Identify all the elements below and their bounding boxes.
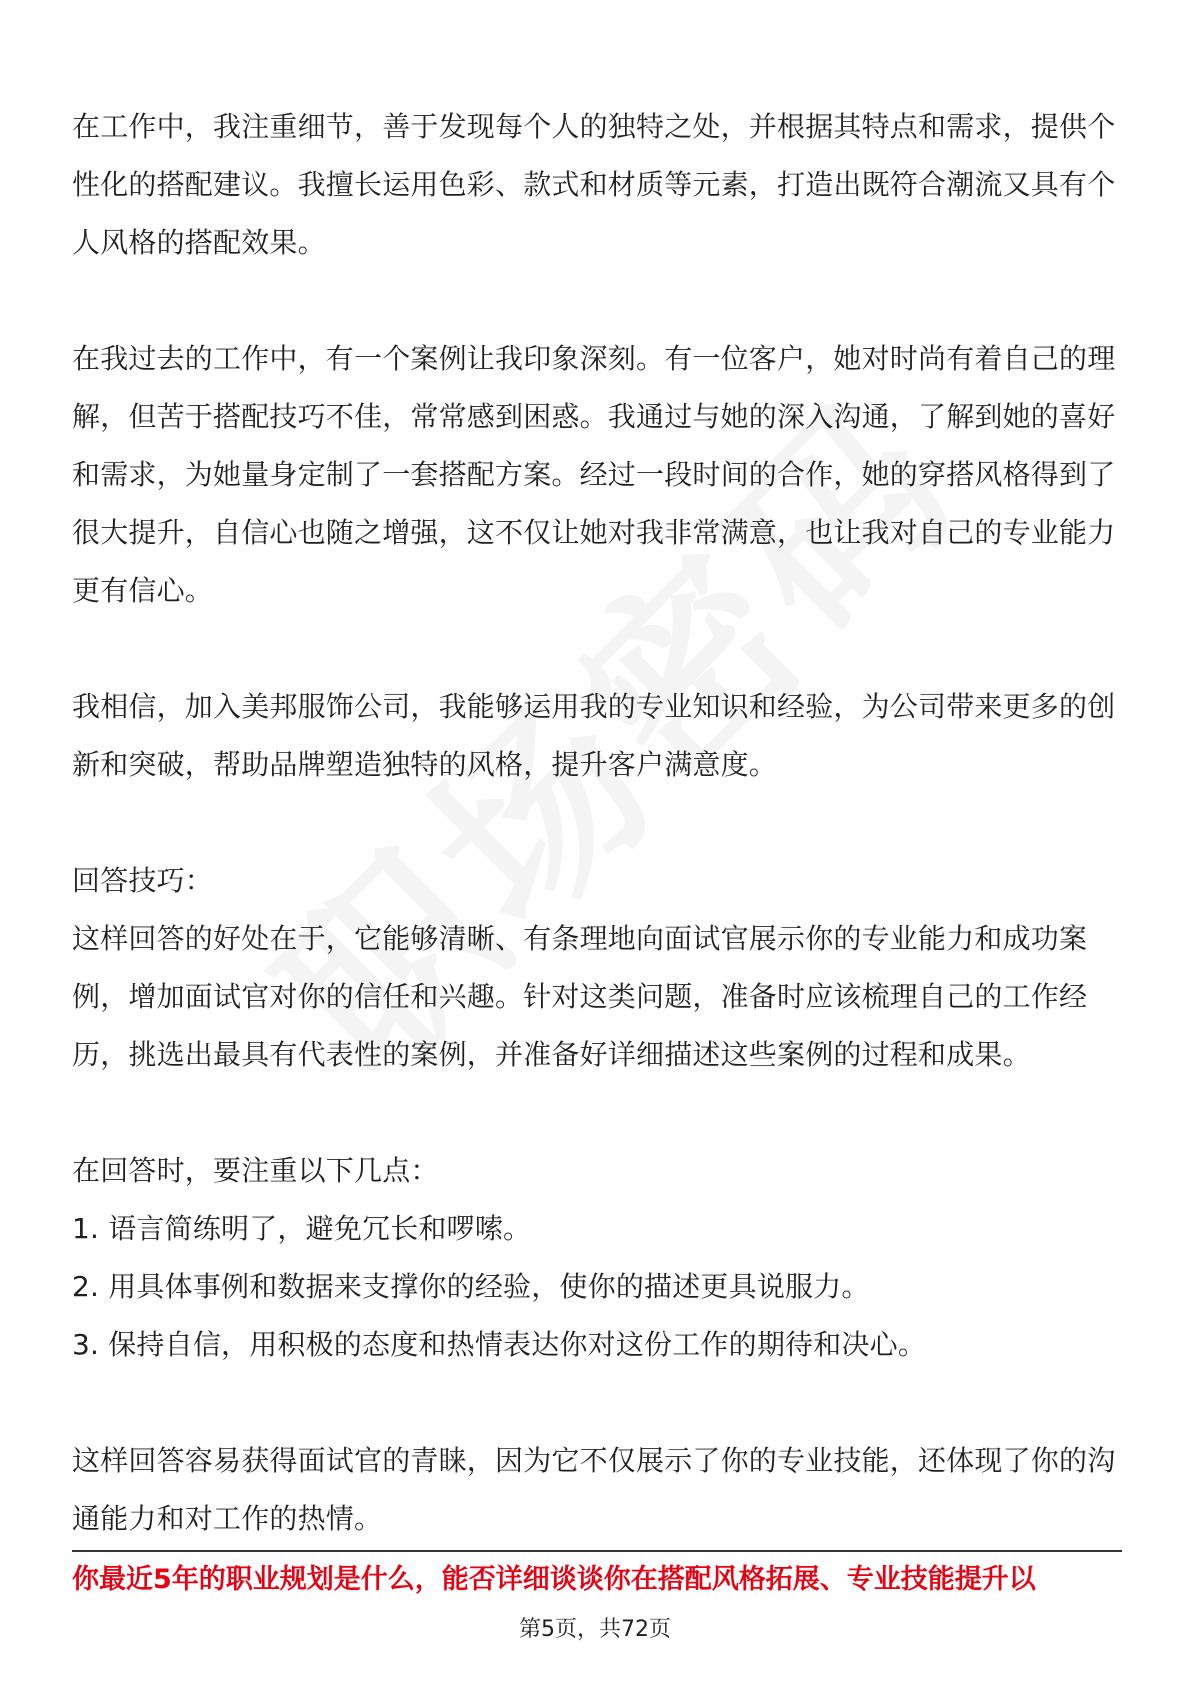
paragraph-2: 在我过去的工作中，有一个案例让我印象深刻。有一位客户，她对时尚有着自己的理解，但苦于搭配技巧不佳，常常感到困惑。我通过与她的深入沟通，了解到她的喜好和需求，为她量身定制了一套搭配方案。经过一段时间的合作，她的穿搭风格得到了很大提升，自信心也随之增强，这不仅让她对我非常满意，也让我对自己的专业能力更有信心。	[72, 342, 1116, 607]
tips-body: 这样回答的好处在于，它能够清晰、有条理地向面试官展示你的专业能力和成功案例，增加面试官对你的信任和兴趣。针对这类问题，准备时应该梳理自己的工作经历，挑选出最具有代表性的案例，并准备好详细描述这些案例的过程和成果。	[72, 922, 1088, 1071]
paragraph-3: 我相信，加入美邦服饰公司，我能够运用我的专业知识和经验，为公司带来更多的创新和突破，帮助品牌塑造独特的风格，提升客户满意度。	[72, 690, 1116, 781]
point-item-3: 3. 保持自信，用积极的态度和热情表达你对这份工作的期待和决心。	[72, 1328, 927, 1361]
footer-divider	[72, 1550, 1122, 1552]
points-heading: 在回答时，要注重以下几点：	[72, 1154, 439, 1187]
next-question-heading: 你最近5年的职业规划是什么，能否详细谈谈你在搭配风格拓展、专业技能提升以	[72, 1564, 1036, 1595]
answer-content	[72, 98, 1122, 1548]
page-number: 第5页，共72页	[519, 1617, 671, 1642]
closing-paragraph: 这样回答容易获得面试官的青睐，因为它不仅展示了你的专业技能，还体现了你的沟通能力和对工作的热情。	[72, 1444, 1116, 1535]
tips-heading: 回答技巧：	[72, 864, 214, 897]
point-item-2: 2. 用具体事例和数据来支撑你的经验，使你的描述更具说服力。	[72, 1270, 870, 1303]
point-item-1: 1. 语言简练明了，避免冗长和啰嗦。	[72, 1212, 532, 1245]
paragraph-1: 在工作中，我注重细节，善于发现每个人的独特之处，并根据其特点和需求，提供个性化的搭配建议。我擅长运用色彩、款式和材质等元素，打造出既符合潮流又具有个人风格的搭配效果。	[72, 110, 1116, 259]
